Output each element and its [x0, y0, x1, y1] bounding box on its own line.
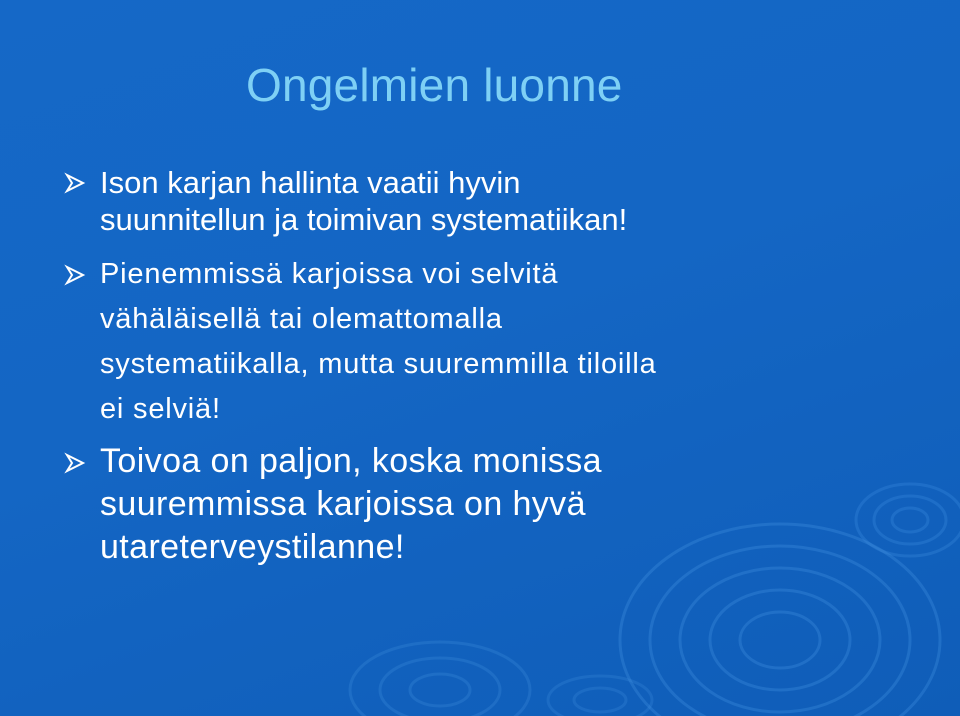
arrow-bullet-icon: [64, 264, 86, 286]
bullet-item: [64, 252, 944, 432]
bullet-text: Pienemmissä karjoissa voi selvitä vähäläisellä tai olemattomalla systematiikalla, mutta suuremmilla tiloilla ei selviä!: [100, 258, 657, 425]
bullet-text: Toivoa on paljon, koska monissa suuremmissa karjoissa on hyvä utareterveystilanne!: [100, 442, 602, 566]
bullet-text: Ison karjan hallinta vaatii hyvin suunnitellun ja toimivan systematiikan!: [100, 165, 628, 237]
bullet-item: [64, 164, 944, 238]
arrow-bullet-icon: [64, 172, 86, 194]
slide-title: Ongelmien luonne: [246, 59, 623, 111]
bullet-list: [64, 164, 944, 569]
bullet-item: [64, 440, 944, 569]
arrow-bullet-icon: [64, 452, 86, 474]
